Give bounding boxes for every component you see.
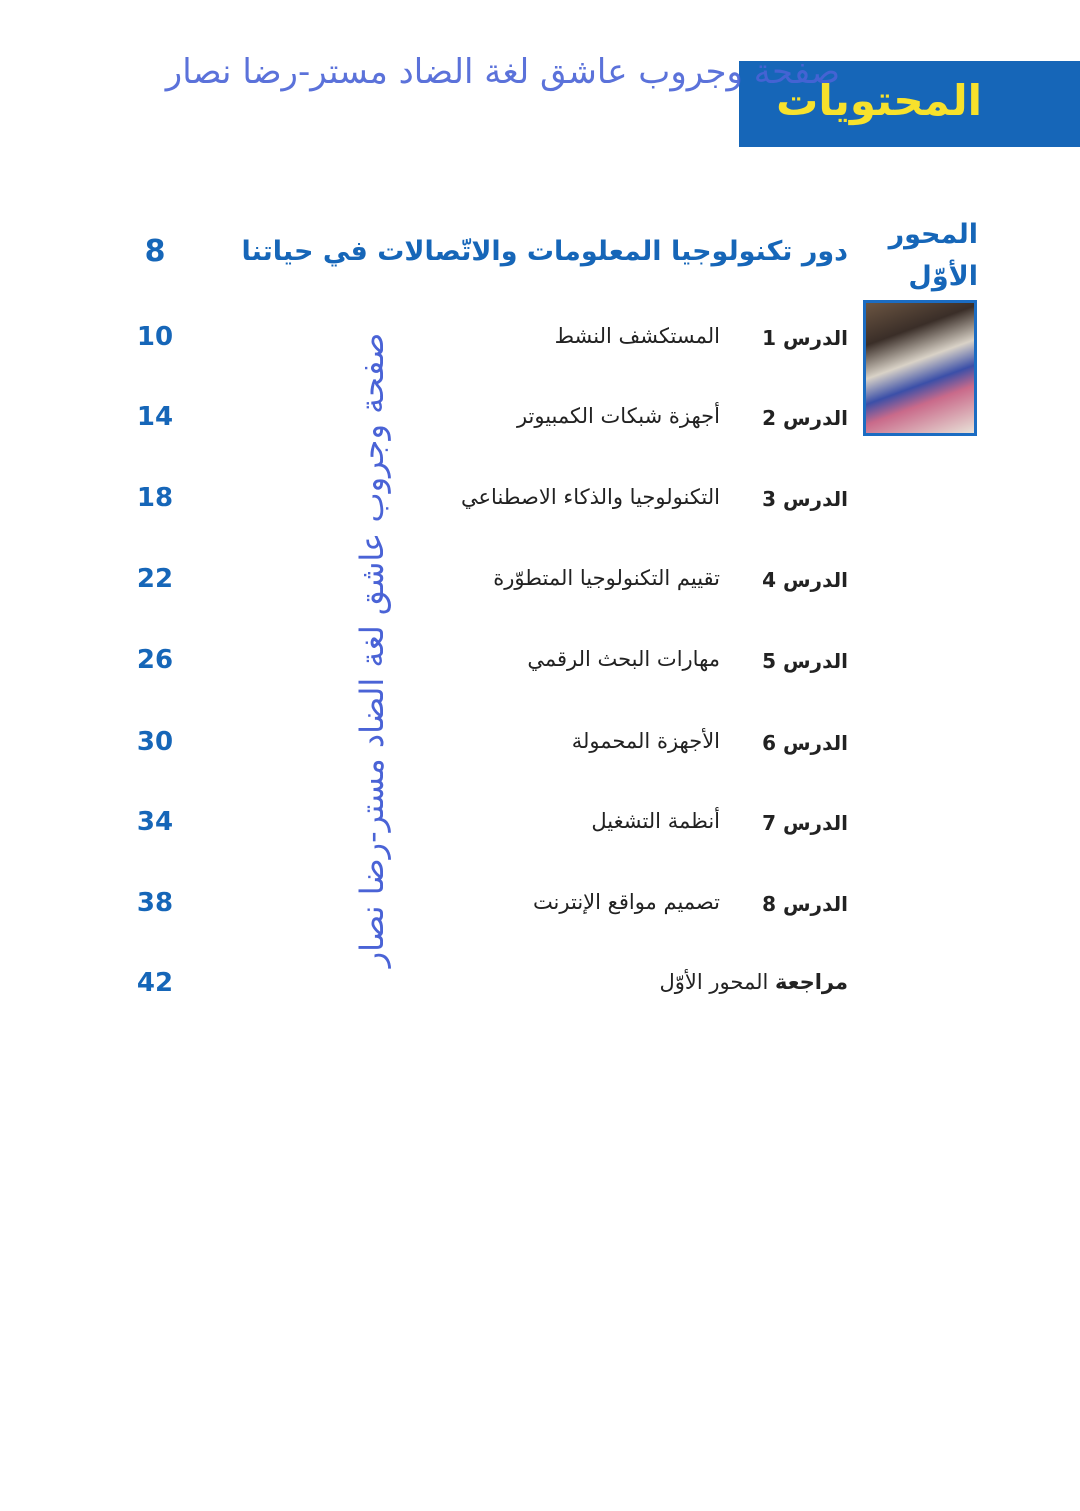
lesson-page-number: 26 [136, 645, 174, 675]
page-title: المحتويات [776, 76, 982, 125]
lesson-title: أنظمة التشغيل [591, 809, 720, 833]
watermark-vertical: صفحة وجروب عاشق لغة الضاد مستر-رضا نصار [353, 332, 391, 968]
lesson-title: أجهزة شبكات الكمبيوتر [516, 404, 720, 428]
lesson-page-number: 10 [136, 322, 174, 352]
unit-page-number: 8 [144, 234, 166, 269]
lesson-label: الدرس 3 [762, 487, 848, 511]
lesson-page-number: 34 [136, 807, 174, 837]
review-bold: مراجعة [775, 970, 848, 994]
review-rest: المحور الأوّل [659, 970, 775, 994]
watermark-top: صفحة وجروب عاشق لغة الضاد مستر-رضا نصار [165, 52, 840, 92]
lesson-label: الدرس 8 [762, 892, 848, 916]
lesson-label: الدرس 2 [762, 406, 848, 430]
lesson-title: المستكشف النشط [554, 324, 720, 348]
lesson-title: مهارات البحث الرقمي [527, 647, 720, 671]
lesson-title: الأجهزة المحمولة [571, 729, 720, 753]
lesson-page-number: 22 [136, 564, 174, 594]
lesson-label: الدرس 4 [762, 568, 848, 592]
unit-label-line2: الأوّل [908, 261, 978, 292]
lesson-label: الدرس 5 [762, 649, 848, 673]
lesson-page-number: 14 [136, 402, 174, 432]
unit-photo [863, 300, 977, 436]
lesson-title: تقييم التكنولوجيا المتطوّرة [493, 566, 720, 590]
unit-label-line1: المحور [888, 219, 978, 250]
lesson-title: التكنولوجيا والذكاء الاصطناعي [461, 485, 720, 509]
review-page-number: 42 [136, 968, 174, 998]
lesson-label: الدرس 7 [762, 811, 848, 835]
review-entry [660, 970, 848, 994]
unit-label [889, 214, 978, 298]
lesson-page-number: 18 [136, 483, 174, 513]
lesson-label: الدرس 6 [762, 731, 848, 755]
lesson-label: الدرس 1 [762, 326, 848, 350]
lesson-title: تصميم مواقع الإنترنت [532, 890, 720, 914]
lesson-page-number: 30 [136, 727, 174, 757]
unit-title: دور تكنولوجيا المعلومات والاتّصالات في حياتنا [241, 236, 848, 267]
lesson-page-number: 38 [136, 888, 174, 918]
